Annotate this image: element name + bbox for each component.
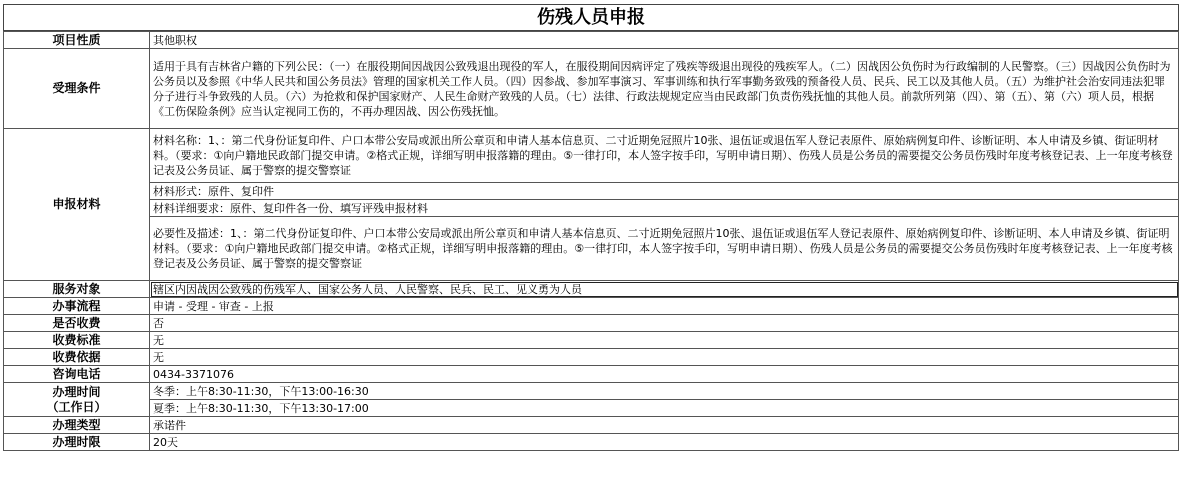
row-label-materials: 申报材料 xyxy=(4,129,150,281)
hours-label-line2: （工作日） xyxy=(46,399,107,414)
materials-detail[interactable]: 材料详细要求：原件、复印件各一份、填写评残申报材料 xyxy=(150,200,1179,217)
row-label-limit: 办理时限 xyxy=(4,434,150,451)
table-row xyxy=(4,417,1179,434)
table-row xyxy=(4,281,1179,298)
table-row xyxy=(4,400,1179,417)
row-value-phone[interactable]: 0434-3371076 xyxy=(150,366,1179,383)
materials-name[interactable]: 材料名称：1、：第二代身份证复印件、户口本带公安局或派出所公章页和申请人基本信息页、二寸近期免冠照片10张、退伍证或退伍军人登记表原件、原始病例复印件、诊断证明、本人申请及乡镇、街证明材料。（要求：①向户籍地民政部门提交申请。②格式正规，详细写明申报落籍的理由。⑤一律打印，本人签字按手印，写明申请日期）、伤残人员是公务员的需要提交公务员伤残时年度考核登记表、上一年度考核登记表及公务员证、属于警察的提交警察证 xyxy=(150,129,1179,183)
row-value-conditions[interactable]: 适用于具有吉林省户籍的下列公民：（一）在服役期间因战因公致残退出现役的军人，在服役期间因病评定了残疾等级退出现役的残疾军人。（二）因战因公负伤时为行政编制的人民警察。（三）因战因公负伤时为公务员以及参照《中华人民共和国公务员法》管理的国家机关工作人员。（四）因参战、参加军事演习、军事训练和执行军事勤务致残的预备役人员、民兵、民工以及其他人员。（五）为维护社会治安同违法犯罪分子进行斗争致残的人员。（六）为抢救和保护国家财产、人民生命财产致残的人员。（七）法律、行政法规规定应当由民政部门负责伤残抚恤的其他人员。前款所列第（四）、第（五）、第（六）项人员，根据《工伤保险条例》应当认定视同工伤的，不再办理因战、因公伤残抚恤。 xyxy=(150,49,1179,129)
row-value-charge[interactable]: 否 xyxy=(150,315,1179,332)
hours-summer[interactable]: 夏季：上午8:30-11:30，下午13:30-17:00 xyxy=(150,400,1179,417)
row-label-conditions: 受理条件 xyxy=(4,49,150,129)
row-label-charge: 是否收费 xyxy=(4,315,150,332)
row-value-charge-basis[interactable]: 无 xyxy=(150,349,1179,366)
row-label-type: 办理类型 xyxy=(4,417,150,434)
row-label-charge-std: 收费标准 xyxy=(4,332,150,349)
page-title: 伤残人员申报 xyxy=(3,4,1179,31)
table-row xyxy=(4,32,1179,49)
row-label-target: 服务对象 xyxy=(4,281,150,298)
row-value-process[interactable]: 申请 - 受理 - 审查 - 上报 xyxy=(150,298,1179,315)
table-row xyxy=(4,434,1179,451)
row-value-charge-std[interactable]: 无 xyxy=(150,332,1179,349)
row-value-target[interactable]: 辖区内因战因公致残的伤残军人、国家公务人员、人民警察、民兵、民工、见义勇为人员 xyxy=(150,281,1179,298)
table-row xyxy=(4,349,1179,366)
row-label-nature: 项目性质 xyxy=(4,32,150,49)
table-row xyxy=(4,49,1179,129)
table-row xyxy=(4,129,1179,183)
row-label-process: 办事流程 xyxy=(4,298,150,315)
row-value-type[interactable]: 承诺件 xyxy=(150,417,1179,434)
table-row xyxy=(4,366,1179,383)
table-row xyxy=(4,332,1179,349)
table-row xyxy=(4,315,1179,332)
row-label-hours xyxy=(4,383,150,417)
materials-form[interactable]: 材料形式：原件、复印件 xyxy=(150,183,1179,200)
table-row xyxy=(4,200,1179,217)
row-value-nature[interactable]: 其他职权 xyxy=(150,32,1179,49)
table-row xyxy=(4,298,1179,315)
hours-label-line1: 办理时间 xyxy=(52,384,101,399)
table-row xyxy=(4,183,1179,200)
row-value-limit[interactable]: 20天 xyxy=(150,434,1179,451)
info-table xyxy=(3,31,1179,451)
table-row xyxy=(4,383,1179,400)
table-row xyxy=(4,217,1179,281)
hours-winter[interactable]: 冬季：上午8:30-11:30，下午13:00-16:30 xyxy=(150,383,1179,400)
row-label-charge-basis: 收费依据 xyxy=(4,349,150,366)
materials-necessity[interactable]: 必要性及描述：1、：第二代身份证复印件、户口本带公安局或派出所公章页和申请人基本信息页、二寸近期免冠照片10张、退伍证或退伍军人登记表原件、原始病例复印件、诊断证明、本人申请及乡镇、街证明材料。（要求：①向户籍地民政部门提交申请。②格式正规，详细写明申报落籍的理由。⑤一律打印，本人签字按手印，写明申请日期）、伤残人员是公务员的需要提交公务员伤残时年度考核登记表、上一年度考核登记表及公务员证、属于警察的提交警察证 xyxy=(150,217,1179,281)
row-label-phone: 咨询电话 xyxy=(4,366,150,383)
